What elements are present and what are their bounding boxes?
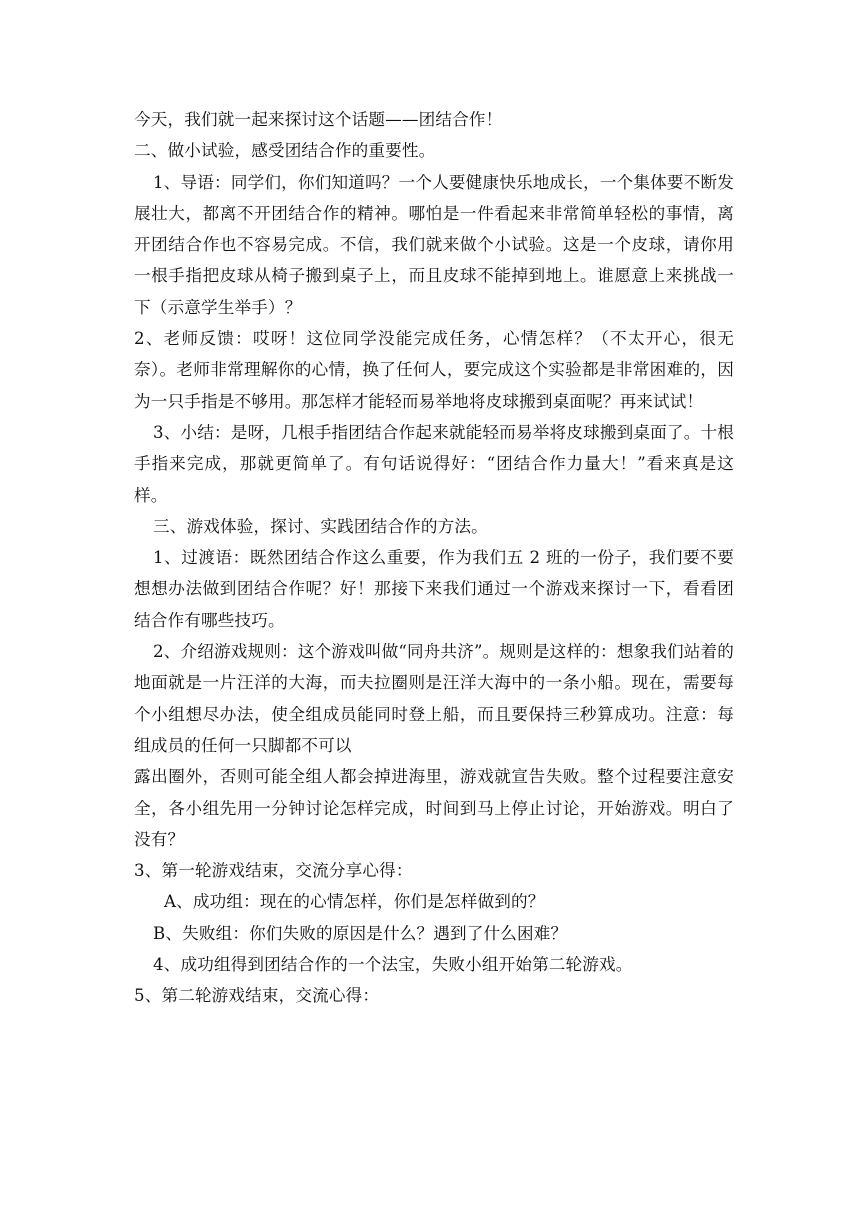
paragraph-intro-conclusion: 今天，我们就一起来探讨这个话题——团结合作！ [134,110,503,129]
document-body [134,104,734,1012]
paragraph-round-one: 3、第一轮游戏结束，交流分享心得： [134,861,413,881]
paragraph-lead-in: 1、导语：同学们，你们知道吗？一个人要健康快乐地成长，一个集体要不断发展壮大，都离不开团结合作的精神。哪怕是一件看起来非常简单轻松的事情，离开团结合作也不容易完成。不信，我们就来做个小试验。这是一个皮球，请你用一根手指把皮球从椅子搬到桌子上，而且皮球不能掉到地上。谁愿意上来挑战一下（示意学生举手）？ [134,172,734,317]
paragraph-transition: 1、过渡语：既然团结合作这么重要，作为我们五 2 班的一份子，我们要不要想想办法做到团结合作呢？好！那接下来我们通过一个游戏来探讨一下，看看团结合作有哪些技巧。 [134,548,734,630]
paragraph-teacher-feedback: 2、老师反馈：哎呀！这位同学没能完成任务，心情怎样？（不太开心，很无奈）。老师非常理解你的心情，换了任何人，要完成这个实验都是非常困难的，因为一只手指是不够用。那怎样才能轻而易举地将皮球搬到桌面呢？再来试试！ [134,329,734,411]
section-heading-3: 三、游戏体验，探讨、实践团结合作的方法。 [153,516,488,536]
paragraph-round-two-end: 5、第二轮游戏结束，交流心得： [134,986,380,1006]
section-heading-2: 二、做小试验，感受团结合作的重要性。 [134,141,436,161]
paragraph-summary: 3、小结：是呀，几根手指团结合作起来就能轻而易举将皮球搬到桌面了。十根手指来完成，那就更简单了。有句话说得好：“团结合作力量大！”看来真是这样。 [134,422,734,505]
list-item-failed-group: B、失败组：你们失败的原因是什么？遇到了什么困难？ [153,923,568,943]
list-item-success-group: A、成功组：现在的心情怎样，你们是怎样做到的？ [164,892,545,912]
paragraph-game-rules-continued: 露出圈外，否则可能全组人都会掉进海里，游戏就宣告失败。整个过程要注意安全，各小组先用一分钟讨论怎样完成，时间到马上停止讨论，开始游戏。明白了没有？ [134,767,734,849]
paragraph-round-two-start: 4、成功组得到团结合作的一个法宝，失败小组开始第二轮游戏。 [153,955,633,975]
paragraph-game-rules: 2、介绍游戏规则：这个游戏叫做“同舟共济”。规则是这样的：想象我们站着的地面就是一片汪洋的大海，而夫拉圈则是汪洋大海中的一条小船。现在，需要每个小组想尽办法，使全组成员能同时登上船，而且要保持三秒算成功。注意：每组成员的任何一只脚都不可以 [134,642,734,755]
